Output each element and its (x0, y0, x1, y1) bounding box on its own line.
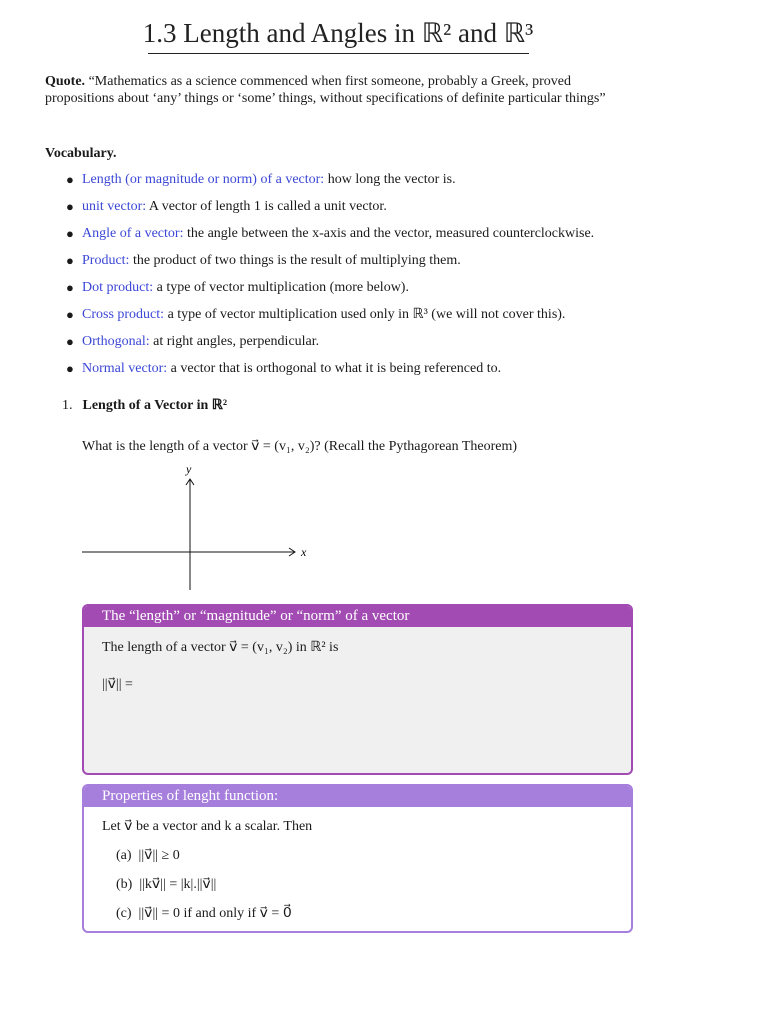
vocab-item (66, 279, 409, 296)
properties-box (82, 784, 633, 933)
property-text: ||v⃗|| ≥ 0 (138, 848, 180, 863)
y-axis-label: y (186, 462, 192, 476)
vocab-term: Angle of a vector: (82, 226, 184, 241)
norm-formula: ||v⃗|| = (102, 677, 133, 692)
vocab-item (66, 252, 461, 269)
page-title: 1.3 Length and Angles in ℝ² and ℝ³ (142, 18, 534, 48)
section-question: What is the length of a vector v⃗ = (v₁, v₂)? (Recall the Pythagorean Theorem) (82, 439, 518, 454)
vocab-term: Length (or magnitude or norm) of a vector: (82, 172, 325, 187)
property-label: (a) (116, 848, 132, 863)
quote-paragraph (45, 73, 637, 107)
vocab-definition: how long the vector is. (324, 172, 456, 187)
vocab-definition: a type of vector multiplication used only in ℝ³ (we will not cover this). (164, 307, 566, 322)
vocab-item (66, 171, 456, 188)
x-axis-label: x (301, 545, 307, 559)
vocab-definition: the angle between the x-axis and the vector, measured counterclockwise. (183, 226, 595, 241)
quote-text: “Mathematics as a science commenced when first someone, probably a Greek, proved propositions about ‘any’ things or ‘some’ things, without specifications of definite particular things” (45, 74, 606, 106)
vocab-item (66, 360, 502, 377)
box-header: Properties of lenght function: (84, 786, 631, 807)
section-number: 1. (62, 398, 73, 413)
title-underline (148, 53, 529, 54)
vocab-term: Product: (82, 253, 130, 268)
property-text: ||v⃗|| = 0 if and only if v⃗ = 0⃗ (138, 906, 292, 921)
vocab-definition: A vector of length 1 is called a unit vector. (146, 199, 387, 214)
vocab-term: Orthogonal: (82, 334, 150, 349)
vocab-item (66, 306, 566, 323)
bullet-icon: ● (66, 307, 74, 322)
property-item (116, 876, 216, 893)
section-title: Length of a Vector in ℝ² (82, 398, 228, 413)
coordinate-axes (80, 460, 320, 592)
bullet-icon: ● (66, 280, 74, 295)
vocab-item (66, 198, 387, 215)
bullet-icon: ● (66, 226, 74, 241)
vocab-definition: a vector that is orthogonal to what it is being referenced to. (167, 361, 502, 376)
vocab-item (66, 333, 320, 350)
vocab-term: Dot product: (82, 280, 154, 295)
bullet-icon: ● (66, 199, 74, 214)
property-item (116, 847, 180, 864)
bullet-icon: ● (66, 172, 74, 187)
quote-label: Quote. (45, 74, 86, 89)
vocab-term: unit vector: (82, 199, 147, 214)
property-label: (b) (116, 877, 133, 892)
vocab-definition: at right angles, perpendicular. (149, 334, 320, 349)
property-item (116, 905, 292, 922)
bullet-icon: ● (66, 253, 74, 268)
vocab-term: Normal vector: (82, 361, 168, 376)
vocab-definition: a type of vector multiplication (more below). (153, 280, 409, 295)
vocab-term: Cross product: (82, 307, 165, 322)
vocab-definition: the product of two things is the result of multiplying them. (129, 253, 461, 268)
property-text: ||kv⃗|| = |k|.||v⃗|| (139, 877, 217, 892)
length-definition-box (82, 604, 633, 775)
vocab-item (66, 225, 595, 242)
section-heading (62, 397, 227, 414)
bullet-icon: ● (66, 361, 74, 376)
box-header: The “length” or “magnitude” or “norm” of a vector (84, 606, 631, 627)
bullet-icon: ● (66, 334, 74, 349)
property-label: (c) (116, 906, 132, 921)
vocabulary-heading: Vocabulary. (45, 146, 117, 161)
box-intro: Let v⃗ be a vector and k a scalar. Then (102, 819, 313, 834)
box-text: The length of a vector v⃗ = (v₁, v₂) in ℝ² is (102, 640, 339, 655)
